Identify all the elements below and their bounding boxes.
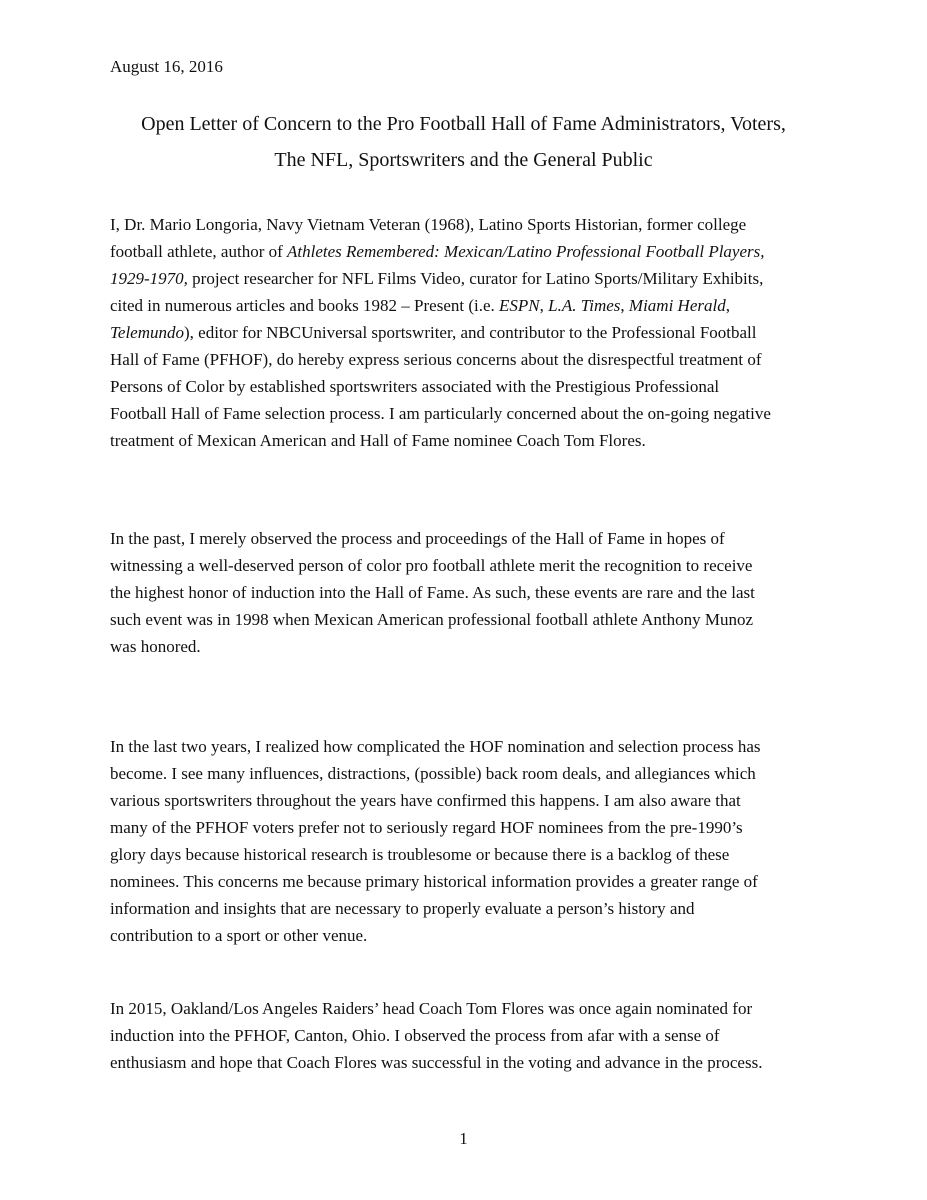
paragraph-line: the highest honor of induction into the Hall of Fame. As such, these events are rare and the last: [110, 583, 755, 602]
paragraph-line: Hall of Fame (PFHOF), do hereby express serious concerns about the disrespectful treatment of: [110, 350, 762, 369]
book-title: Athletes Remembered: Mexican/Latino Professional Football Players,: [287, 242, 765, 261]
source-la-times: L.A. Times: [548, 296, 621, 315]
paragraph-line: contribution to a sport or other venue.: [110, 926, 368, 945]
title-line: The NFL, Sportswriters and the General Public: [274, 149, 653, 171]
paragraph-line: induction into the PFHOF, Canton, Ohio. I observed the process from afar with a sense of: [110, 1026, 720, 1045]
paragraph-line: Persons of Color by established sportswriters associated with the Prestigious Professional: [110, 377, 720, 396]
source-espn: ESPN: [499, 296, 540, 315]
letter-date: August 16, 2016: [110, 57, 223, 76]
paragraph-line: [110, 265, 830, 292]
paragraph-line: In 2015, Oakland/Los Angeles Raiders’ head Coach Tom Flores was once again nominated for: [110, 999, 753, 1018]
paragraph-line: [110, 319, 830, 346]
page-number: 1: [459, 1129, 468, 1148]
paragraph-line: was honored.: [110, 637, 201, 656]
paragraph-line: [110, 238, 830, 265]
paragraph-2015-nomination: [110, 995, 830, 1076]
separator: ,: [725, 296, 730, 315]
line-text: ), editor for NBCUniversal sportswriter, and contributor to the Professional Football: [184, 323, 757, 342]
paragraph-line: become. I see many influences, distractions, (possible) back room deals, and allegiances which: [110, 764, 756, 783]
paragraph-line: witnessing a well-deserved person of color pro football athlete merit the recognition to receive: [110, 556, 753, 575]
book-title-years: 1929-1970,: [110, 269, 188, 288]
separator: ,: [620, 296, 629, 315]
title-line: Open Letter of Concern to the Pro Football Hall of Fame Administrators, Voters,: [141, 113, 786, 135]
source-telemundo: Telemundo: [110, 323, 184, 342]
paragraph-line: In the last two years, I realized how complicated the HOF nomination and selection process has: [110, 737, 761, 756]
line-text: cited in numerous articles and books 1982 – Present (i.e.: [110, 296, 500, 315]
paragraph-line: various sportswriters throughout the years have confirmed this happens. I am also aware that: [110, 791, 741, 810]
paragraph-line: Football Hall of Fame selection process. I am particularly concerned about the on-going negative: [110, 404, 771, 423]
line-text: football athlete, author of: [110, 242, 288, 261]
paragraph-observation: [110, 525, 830, 660]
paragraph-line: treatment of Mexican American and Hall of Fame nominee Coach Tom Flores.: [110, 431, 646, 450]
separator: ,: [539, 296, 549, 315]
paragraph-line: enthusiasm and hope that Coach Flores was successful in the voting and advance in the process.: [110, 1053, 763, 1072]
paragraph-line: glory days because historical research is troublesome or because there is a backlog of these: [110, 845, 730, 864]
paragraph-introduction: [110, 211, 830, 454]
paragraph-line: nominees. This concerns me because primary historical information provides a greater range of: [110, 872, 758, 891]
source-miami-herald: Miami Herald: [628, 296, 726, 315]
line-text: project researcher for NFL Films Video, curator for Latino Sports/Military Exhibits,: [187, 269, 764, 288]
paragraph-nomination-process: [110, 733, 830, 949]
paragraph-line: many of the PFHOF voters prefer not to seriously regard HOF nominees from the pre-1990’s: [110, 818, 743, 837]
letter-title: [60, 106, 867, 178]
paragraph-line: information and insights that are necessary to properly evaluate a person’s history and: [110, 899, 695, 918]
paragraph-line: [110, 292, 830, 319]
paragraph-line: I, Dr. Mario Longoria, Navy Vietnam Veteran (1968), Latino Sports Historian, former college: [110, 215, 747, 234]
paragraph-line: In the past, I merely observed the process and proceedings of the Hall of Fame in hopes of: [110, 529, 725, 548]
paragraph-line: such event was in 1998 when Mexican American professional football athlete Anthony Munoz: [110, 610, 754, 629]
